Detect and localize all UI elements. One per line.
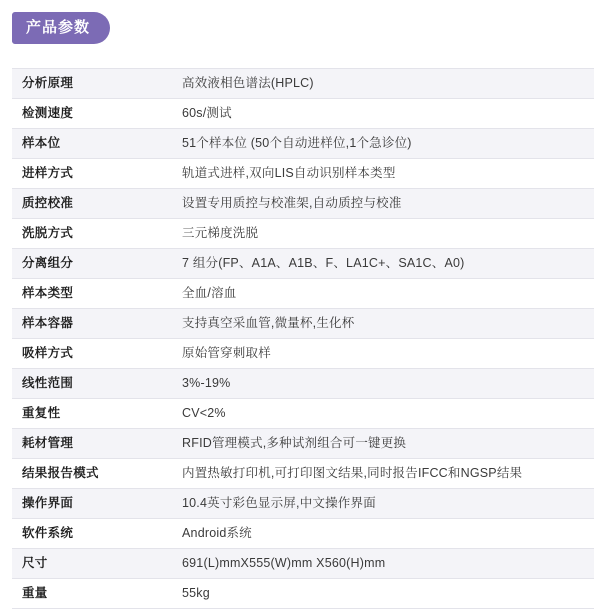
spec-value: RFID管理模式,多种试剂组合可一键更换 [170,429,594,459]
spec-label: 结果报告模式 [12,459,170,489]
spec-value: 60s/测试 [170,99,594,129]
table-row [12,339,594,369]
table-row [12,189,594,219]
spec-value: 691(L)mmX555(W)mm X560(H)mm [170,549,594,579]
spec-value: 3%-19% [170,369,594,399]
section-header [12,12,110,44]
spec-value: 内置热敏打印机,可打印图文结果,同时报告IFCC和NGSP结果 [170,459,594,489]
table-row [12,159,594,189]
table-row [12,459,594,489]
section-title-badge: 产品参数 [12,12,110,44]
spec-label: 软件系统 [12,519,170,549]
spec-label: 样本位 [12,129,170,159]
spec-value: 支持真空采血管,微量杯,生化杯 [170,309,594,339]
spec-label: 检测速度 [12,99,170,129]
spec-value: 全血/溶血 [170,279,594,309]
spec-label: 分析原理 [12,69,170,99]
table-row [12,249,594,279]
spec-value: 设置专用质控与校准架,自动质控与校准 [170,189,594,219]
table-row [12,579,594,609]
spec-label: 重量 [12,579,170,609]
spec-value: 三元梯度洗脱 [170,219,594,249]
table-row [12,489,594,519]
table-row [12,219,594,249]
table-row [12,129,594,159]
spec-value: 55kg [170,579,594,609]
spec-label: 尺寸 [12,549,170,579]
spec-label: 重复性 [12,399,170,429]
spec-label: 洗脱方式 [12,219,170,249]
specifications-table [12,68,594,609]
spec-label: 线性范围 [12,369,170,399]
specifications-table-body [12,69,594,609]
spec-value: 51个样本位 (50个自动进样位,1个急诊位) [170,129,594,159]
spec-value: 原始管穿刺取样 [170,339,594,369]
spec-value: CV<2% [170,399,594,429]
spec-value: 10.4英寸彩色显示屏,中文操作界面 [170,489,594,519]
table-row [12,429,594,459]
spec-label: 进样方式 [12,159,170,189]
spec-label: 质控校准 [12,189,170,219]
table-row [12,549,594,579]
spec-value: 高效液相色谱法(HPLC) [170,69,594,99]
spec-value: 7 组分(FP、A1A、A1B、F、LA1C+、SA1C、A0) [170,249,594,279]
spec-label: 样本类型 [12,279,170,309]
spec-label: 吸样方式 [12,339,170,369]
table-row [12,279,594,309]
spec-label: 耗材管理 [12,429,170,459]
spec-label: 分离组分 [12,249,170,279]
spec-label: 操作界面 [12,489,170,519]
table-row [12,519,594,549]
spec-label: 样本容器 [12,309,170,339]
spec-value: 轨道式进样,双向LIS自动识别样本类型 [170,159,594,189]
table-row [12,399,594,429]
table-row [12,99,594,129]
table-row [12,369,594,399]
table-row [12,309,594,339]
table-row [12,69,594,99]
spec-value: Android系统 [170,519,594,549]
